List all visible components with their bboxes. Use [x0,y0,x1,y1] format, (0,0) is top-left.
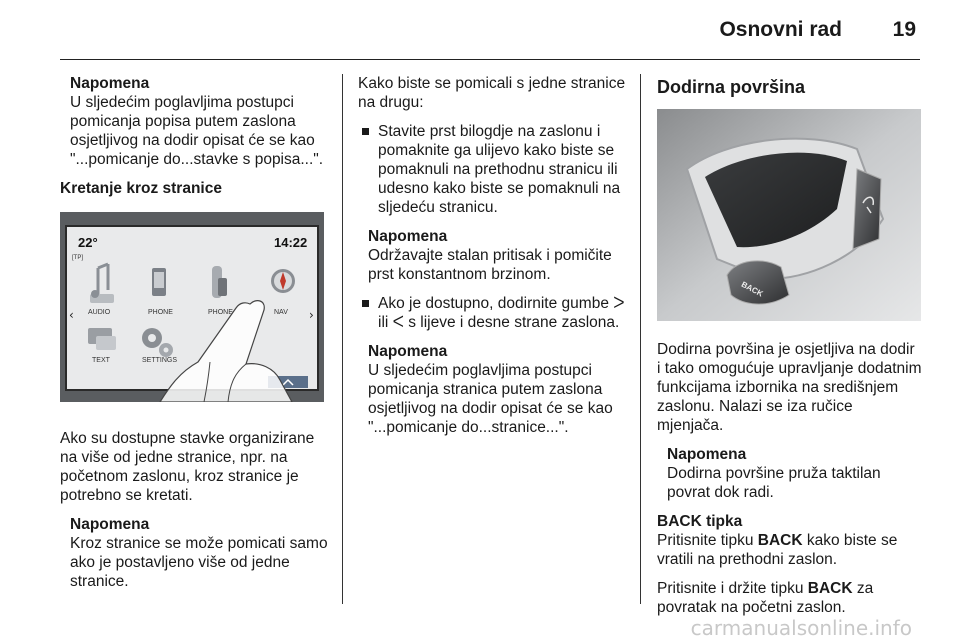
note-text-2: Kroz stranice se može pomicati samo ako je postavljeno više od jedne stranice. [70,535,328,590]
note-text-5: Dodirna površine pruža taktilan povrat dok radi. [667,465,881,501]
note-text: U sljedećim poglavljima postupci pomicanja popisa putem zaslona osjetljivog na dodir opisat će se kao "...pomicanje do...stavke s popisa...". [70,94,324,168]
back-section [657,512,922,569]
home-button [853,169,881,249]
bullet-text-2: Ako je dostupno, dodirnite gumbe ᐳ ili ᐸ s lijeve i desne strane zaslona. [378,295,625,331]
section-heading-touchpad: Dodirna površina [657,77,806,97]
note-label: Napomena [70,75,150,92]
chevron-left-icon: ‹ [69,308,74,322]
column-2 [358,74,628,447]
screen-time: 14:22 [274,235,308,250]
hold-text-pre: Pritisnite i držite tipku [657,580,808,597]
column-divider-2 [640,74,641,604]
note-block-3 [358,227,628,284]
app-label-phone: PHONE [148,309,173,316]
back-button [727,261,789,304]
note-block-2 [60,515,330,591]
page-number: 19 [892,18,916,41]
screen-tp: [TP] [72,255,84,261]
column-1 [60,74,330,601]
back-text-pre: Pritisnite tipku [657,532,758,549]
back-text-bold: BACK [757,532,803,549]
app-label-settings: SETTINGS [142,357,178,364]
back-text-post: kako biste se vratili na prethodni zaslon. [657,532,898,568]
touchpad-paragraph: Dodirna površina je osjetljiva na dodir i tako omogućuje upravljanje dodatnim funkcijama izbornika na središnjem zaslonu. Nalazi se iza ručice mjenjača. [657,341,922,434]
note-block-4 [358,342,628,437]
back-button-label: BACK [739,279,765,299]
note-block [60,74,330,169]
chevron-right-icon: › [309,308,314,322]
app-label-audio: AUDIO [88,309,111,316]
touchscreen-illustration [60,212,324,402]
column-3 [657,74,922,627]
screen-temp: 22° [78,235,98,250]
bullet-text-1: Stavite prst bilogdje na zaslonu i pomaknite ga ulijevo kako biste se pomaknuli na prethodnu stranicu ili udesno kako biste se pomaknuli na sljedeću stranicu. [378,123,621,216]
watermark: carmanualsonline.info [690,616,912,640]
section-heading: Kretanje kroz stranice [60,180,222,197]
note-label-5: Napomena [667,446,747,463]
intro-paragraph: Kako biste se pomicali s jedne stranice na drugu: [358,75,626,111]
hold-text-bold: BACK [807,580,853,597]
note-text-3: Održavajte stalan pritisak i pomičite prst konstantnom brzinom. [368,247,612,283]
bullet-square-icon [362,128,369,135]
compass-icon [271,269,295,293]
app-label-phone-2: PHONE [208,309,233,316]
column-divider-1 [342,74,343,604]
note-text-4: U sljedećim poglavljima postupci pomicanja stranica putem zaslona osjetljivog na dodir opisat će se kao "...pomicanje do...stranice...". [368,362,613,436]
back-heading: BACK tipka [657,513,743,530]
hold-text-post: za povratak na početni zaslon. [657,580,874,616]
page-header [0,16,960,56]
note-label-4: Napomena [368,343,448,360]
touchpad-photo [657,109,921,321]
bullet-item-1 [358,122,628,217]
header-rule [60,59,920,60]
note-label-3: Napomena [368,228,448,245]
note-label-2: Napomena [70,516,150,533]
paragraph: Ako su dostupne stavke organizirane na više od jedne stranice, npr. na početnom zaslonu, kroz stranice je potrebno se kretati. [60,430,315,504]
phone-icon [152,268,166,296]
app-label-nav: NAV [274,309,288,316]
app-label-text: TEXT [92,357,110,364]
bullet-item-2 [358,294,628,332]
note-block-5 [657,445,922,502]
chapter-title: Osnovni rad [719,18,842,41]
back-hold-paragraph [657,579,922,617]
bullet-square-icon-2 [362,300,369,307]
